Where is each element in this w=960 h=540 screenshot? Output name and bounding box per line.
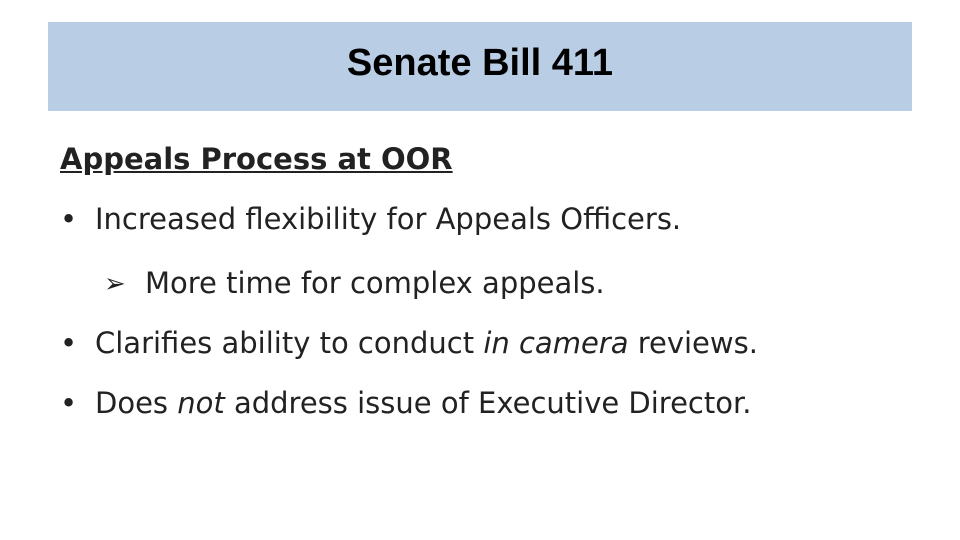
bullet-icon: •	[60, 202, 78, 236]
sub-bullet-text: More time for complex appeals.	[145, 266, 605, 300]
section-heading: Appeals Process at OOR	[60, 142, 453, 176]
emphasis-in-camera: in camera	[483, 326, 629, 360]
bullet-text-1: Increased flexibility for Appeals Officers.	[95, 202, 682, 236]
bullet-text-2: Clarifies ability to conduct in camera reviews.	[95, 326, 758, 360]
arrow-bullet-icon: ➢	[104, 269, 126, 299]
slide-title: Senate Bill 411	[346, 42, 614, 84]
bullet-text-3: Does not address issue of Executive Director.	[95, 386, 752, 420]
emphasis-not: not	[177, 386, 225, 420]
title-bar	[48, 22, 912, 111]
bullet-icon: •	[60, 326, 78, 360]
bullet-icon: •	[60, 386, 78, 420]
